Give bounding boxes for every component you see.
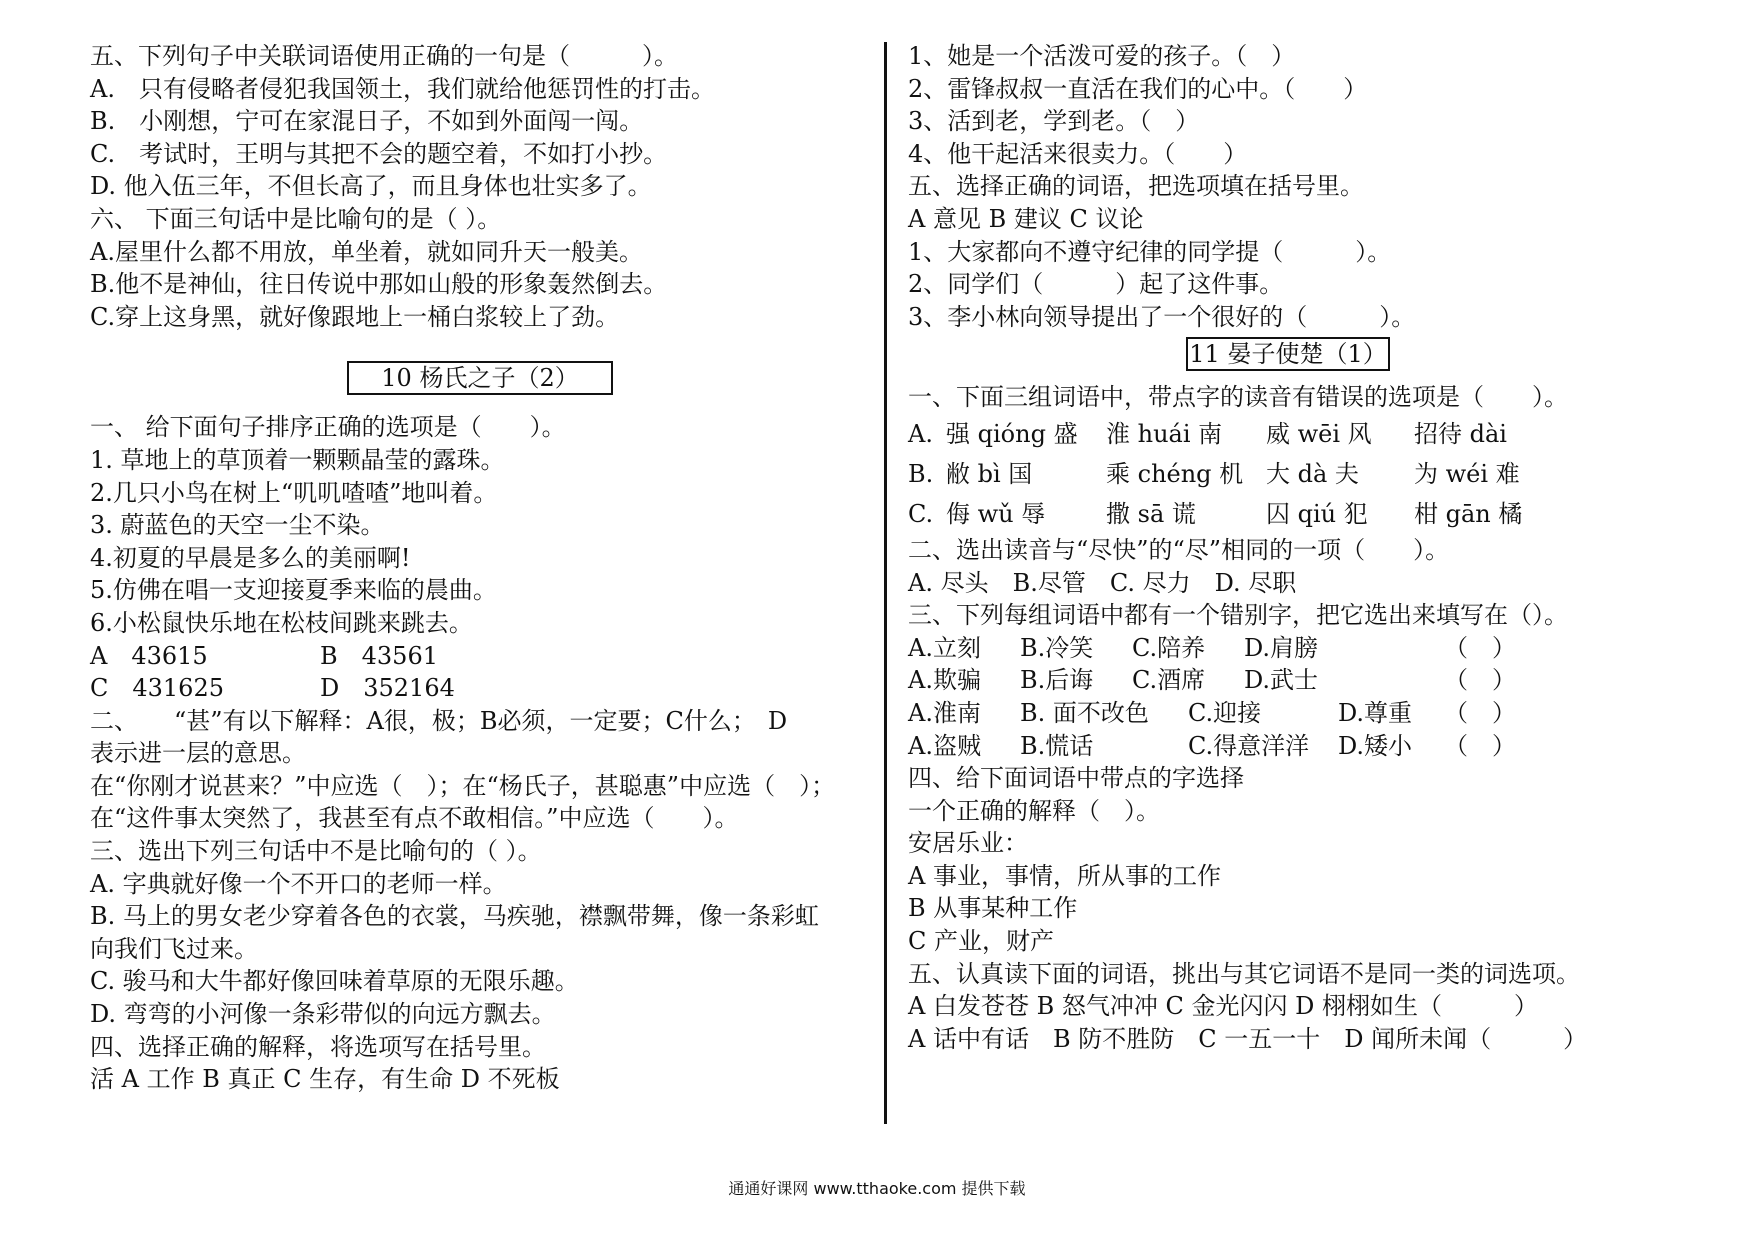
pinyin-word: 侮 wǔ 辱 bbox=[946, 499, 1046, 528]
ordering-options-row-2 bbox=[90, 672, 870, 705]
typo-option: A.欺骗 bbox=[908, 666, 981, 695]
meaning-options: 活 A 工作 B 真正 C 生存，有生命 D 不死板 bbox=[90, 1065, 560, 1094]
ordering-options-row-1 bbox=[90, 640, 870, 673]
option-b-cont: 向我们飞过来。 bbox=[90, 934, 258, 963]
column-divider bbox=[884, 42, 887, 1124]
question-4-meaning: 四、选择正确的解释，将选项写在括号里。 bbox=[90, 1032, 546, 1061]
option-a: A. 字典就好像一个不开口的老师一样。 bbox=[90, 869, 507, 898]
typo-option: B.冷笑 bbox=[1020, 633, 1094, 662]
typo-option: A.立刻 bbox=[908, 633, 981, 662]
question-1-ordering: 一、 给下面句子排序正确的选项是（ ）。 bbox=[90, 413, 566, 442]
right-column bbox=[908, 40, 1668, 1055]
question-3-not-metaphor: 三、选出下列三句话中不是比喻句的（ ）。 bbox=[90, 837, 542, 866]
option-d: D. 弯弯的小河像一条彩带似的向远方飘去。 bbox=[90, 1000, 556, 1029]
jin-options: A. 尽头 B.尽管 C. 尽力 D. 尽职 bbox=[908, 568, 1297, 597]
question-6-metaphor: 六、 下面三句话中是比喻句的是（ ）。 bbox=[90, 204, 502, 233]
pinyin-word: 强 qióng 盛 bbox=[946, 419, 1078, 448]
pinyin-word: 大 dà 夫 bbox=[1266, 459, 1359, 488]
option-c: C.穿上这身黑，就好像跟地上一桶白浆较上了劲。 bbox=[90, 302, 620, 331]
left-column bbox=[90, 40, 870, 1096]
typo-option: D.肩膀 bbox=[1244, 633, 1319, 662]
lesson-10-title: 10 杨氏之子（2） bbox=[347, 361, 613, 395]
fill-item: 1、大家都向不遵守纪律的同学提（ ）。 bbox=[908, 237, 1392, 266]
usage-item: 3、活到老，学到老。（ ） bbox=[908, 107, 1200, 136]
sentence-item: 6.小松鼠快乐地在松枝间跳来跳去。 bbox=[90, 608, 473, 637]
pinyin-word: 柑 gān 橘 bbox=[1414, 499, 1523, 528]
idiom-word: 安居乐业： bbox=[908, 829, 1028, 858]
row-label: B. bbox=[908, 459, 934, 488]
typo-row bbox=[908, 664, 1668, 697]
typo-option: B.慌话 bbox=[1020, 731, 1094, 760]
pinyin-word: 淮 huái 南 bbox=[1106, 419, 1223, 448]
fill-item: 3、李小林向领导提出了一个很好的（ ）。 bbox=[908, 302, 1416, 331]
option-a: A.屋里什么都不用放，单坐着，就如同升天一般美。 bbox=[90, 237, 643, 266]
typo-option: C.酒席 bbox=[1132, 666, 1206, 695]
typo-option: A.淮南 bbox=[908, 698, 981, 727]
answer-blank: （ ） bbox=[1444, 633, 1516, 662]
option-c: C 431625 bbox=[90, 674, 224, 703]
pinyin-word: 威 wēi 风 bbox=[1266, 419, 1372, 448]
usage-item: 4、他干起活来很卖力。（ ） bbox=[908, 139, 1248, 168]
option-d: D 352164 bbox=[320, 674, 455, 703]
typo-row bbox=[908, 730, 1668, 763]
pinyin-word: 撒 sā 谎 bbox=[1106, 499, 1196, 528]
pinyin-word: 乘 chéng 机 bbox=[1106, 459, 1244, 488]
question-2-shen: 二、 “甚”有以下解释：A很，极；B必须，一定要；C什么； D bbox=[90, 706, 788, 735]
option-b: B 43561 bbox=[320, 641, 438, 670]
typo-option: C.陪养 bbox=[1132, 633, 1206, 662]
option-b: B 从事某种工作 bbox=[908, 894, 1078, 923]
answer-blank: （ ） bbox=[1444, 666, 1516, 695]
typo-row bbox=[908, 632, 1668, 665]
question-2-shen-blanks: 在“这件事太突然了，我甚至有点不敢相信。”中应选（ ）。 bbox=[90, 804, 739, 833]
fill-item: 2、同学们（ ）起了这件事。 bbox=[908, 270, 1284, 299]
sentence-item: 2.几只小鸟在树上“叽叽喳喳”地叫着。 bbox=[90, 478, 498, 507]
typo-row bbox=[908, 697, 1668, 730]
pinyin-row-c bbox=[908, 494, 1668, 534]
option-c: C. 骏马和大牛都好像回味着草原的无限乐趣。 bbox=[90, 967, 579, 996]
pinyin-word: 招待 dài bbox=[1414, 419, 1507, 448]
sentence-item: 5.仿佛在唱一支迎接夏季来临的晨曲。 bbox=[90, 576, 497, 605]
usage-item: 1、她是一个活泼可爱的孩子。（ ） bbox=[908, 42, 1296, 70]
sentence-item: 3. 蔚蓝色的天空一尘不染。 bbox=[90, 511, 385, 540]
sentence-item: 1. 草地上的草顶着一颗颗晶莹的露珠。 bbox=[90, 445, 505, 474]
typo-option: D.尊重 bbox=[1338, 698, 1413, 727]
typo-option: C.得意洋洋 bbox=[1188, 731, 1310, 760]
question-5-word-choice: 五、选择正确的词语，把选项填在括号里。 bbox=[908, 172, 1364, 201]
option-c: C. 考试时，王明与其把不会的题空着，不如打小抄。 bbox=[90, 139, 668, 168]
sentence-item: 4.初夏的早晨是多么的美丽啊! bbox=[90, 543, 411, 572]
option-b: B. 马上的男女老少穿着各色的衣裳，马疾驰，襟飘带舞，像一条彩虹 bbox=[90, 902, 819, 931]
typo-option: A.盗贼 bbox=[908, 731, 981, 760]
typo-option: B.后诲 bbox=[1020, 666, 1094, 695]
answer-blank: （ ） bbox=[1444, 698, 1516, 727]
option-a: A 事业，事情，所从事的工作 bbox=[908, 861, 1221, 890]
typo-option: C.迎接 bbox=[1188, 698, 1262, 727]
typo-option: D.矮小 bbox=[1338, 731, 1413, 760]
option-d: D. 他入伍三年，不但长高了，而且身体也壮实多了。 bbox=[90, 172, 652, 201]
usage-item: 2、雷锋叔叔一直活在我们的心中。（ ） bbox=[908, 74, 1368, 103]
question-2-shen-cont: 表示进一层的意思。 bbox=[90, 739, 306, 768]
question-5-odd-one-out: 五、认真读下面的词语，挑出与其它词语不是同一类的词选项。 bbox=[908, 959, 1580, 988]
pinyin-row-b bbox=[908, 454, 1668, 494]
word-options: A 意见 B 建议 C 议论 bbox=[908, 204, 1144, 233]
option-a: A. 只有侵略者侵犯我国领土，我们就给他惩罚性的打击。 bbox=[90, 74, 715, 103]
question-4-dotted-char-cont: 一个正确的解释（ ）。 bbox=[908, 796, 1160, 825]
question-1-pinyin: 一、下面三组词语中，带点字的读音有错误的选项是（ ）。 bbox=[908, 383, 1568, 412]
pinyin-word: 为 wéi 难 bbox=[1414, 459, 1520, 488]
typo-option: D.武士 bbox=[1244, 666, 1319, 695]
pinyin-word: 敝 bì 国 bbox=[946, 459, 1033, 488]
question-2-jin: 二、选出读音与“尽快”的“尽”相同的一项（ ）。 bbox=[908, 535, 1450, 564]
option-a: A 43615 bbox=[90, 641, 208, 670]
question-2-shen-blanks: 在“你刚才说甚来？”中应选（ ）；在“杨氏子，甚聪惠”中应选（ ）； bbox=[90, 771, 836, 800]
row-label: A. bbox=[908, 419, 933, 448]
lesson-11-title: 11 晏子使楚（1） bbox=[1186, 337, 1390, 371]
option-b: B. 小刚想，宁可在家混日子，不如到外面闯一闯。 bbox=[90, 107, 644, 136]
typo-option: B. 面不改色 bbox=[1020, 698, 1149, 727]
pinyin-row-a bbox=[908, 414, 1668, 454]
row-label: C. bbox=[908, 499, 934, 528]
answer-blank: （ ） bbox=[1444, 731, 1516, 760]
option-c: C 产业，财产 bbox=[908, 927, 1054, 956]
pinyin-word: 囚 qiú 犯 bbox=[1266, 499, 1368, 528]
question-5-conjunction: 五、下列句子中关联词语使用正确的一句是（ ）。 bbox=[90, 42, 678, 70]
question-3-typo: 三、下列每组词语中都有一个错别字，把它选出来填写在（）。 bbox=[908, 601, 1568, 630]
idiom-group: A 白发苍苍 B 怒气冲冲 C 金光闪闪 D 栩栩如生（ ） bbox=[908, 992, 1538, 1021]
footer-source: 通通好课网 www.tthaoke.com 提供下载 bbox=[728, 1179, 1026, 1198]
option-b: B.他不是神仙，往日传说中那如山般的形象轰然倒去。 bbox=[90, 270, 668, 299]
question-4-dotted-char: 四、给下面词语中带点的字选择 bbox=[908, 764, 1244, 793]
idiom-group: A 话中有话 B 防不胜防 C 一五一十 D 闻所未闻（ ） bbox=[908, 1024, 1588, 1053]
